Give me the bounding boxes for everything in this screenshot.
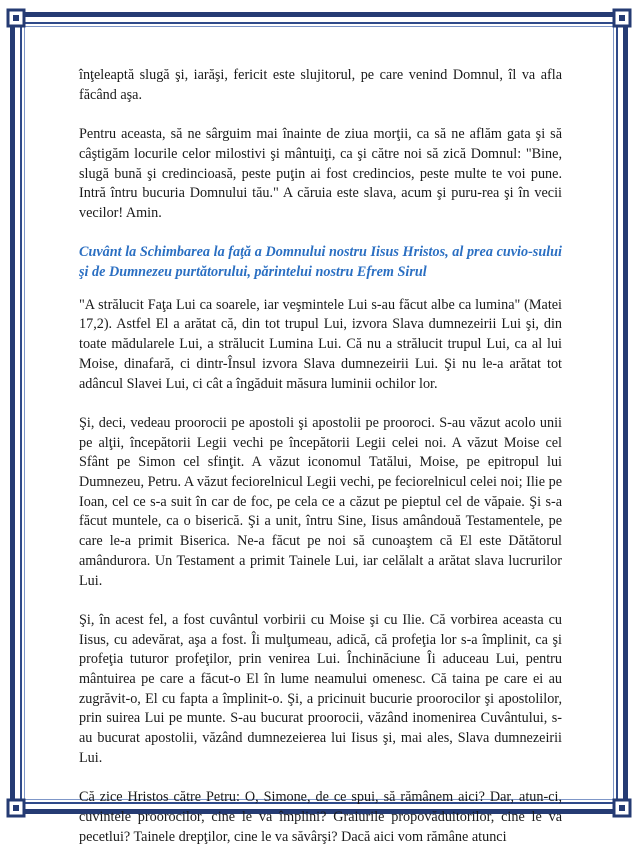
paragraph: Pentru aceasta, să ne sârguim mai înainte de ziua morţii, ca să ne aflăm gata şi să câştigăm locurile celor milostivi şi mântuiţi, ca şi către noi să zică Domnul: "Bine, slugă bună şi credincioasă, peste puţin ai fost credincios, peste multe te voi pune. Intră întru bucuria Domnului tău." A căruia este slava, acum şi puru-rea şi în vecii vecilor! Amin. <box>79 126 562 221</box>
corner-ornament-icon <box>611 7 633 29</box>
corner-ornament-icon <box>611 797 633 819</box>
paragraph: Şi, în acest fel, a fost cuvântul vorbirii cu Moise şi cu Ilie. Că vorbirea aceasta cu Iisus, cu adevărat, aşa a fost. Îi mulţumeau, adică, că profeţia lor s-a împlinit, ca şi profeţia tuturor profeţilor, prin venirea Lui. Închinăciune Îi aduceau Lui, pentru mântuirea pe care a făcut-o El în lume neamului omenesc. Că taina pe care ei au zugrăvit-o, El cu fapta a împlinit-o. Şi, a pricinuit bucurie proorocilor şi apostolilor, prin suirea Lui pe munte. S-au bucurat proorocii, văzând inomenirea Cuvântului, s-au bucurat apostolii, văzând dumnezeierea lui Iisus şi, mai ales, Slava dumnezeirii Lui. <box>79 611 562 766</box>
paragraph: Că zice Hristos către Petru: O, Simone, de ce spui, să rămânem aici? Dar, atun-ci, cuvintele proorocilor, cine le va împlini? Graiurile propovăduitorilor, cine le va pecetlui? Tainele drepţilor, cine le va săvârşi? Dacă aici vom rămâne atunci <box>79 789 562 845</box>
paragraph: Şi, deci, vedeau proorocii pe apostoli şi apostolii pe prooroci. S-au văzut acolo unii pe alţii, începătorii Legii vechi pe începătorii Legii celei noi. A văzut Moise cel Sfânt pe Simon cel sfinţit. A văzut iconomul Tatălui, Moise, pe epitropul lui Dumnezeu, Petru. A văzut feciorelnicul Legii vechi, pe feciorelnicul celei noi; Ilie pe Ioan, cel ce s-a suit în car de foc, pe cela ce a căzut pe pieptul cel de văpaie. Şi s-a făcut muntele, ca o biserică. Şi a unit, întru Sine, Iisus amândouă Testamentele, pe care le-a primit Biserica. Ne-a făcut pe noi să cunoaştem că El este Dătătorul amândurora. Un Testament a primit Tainele Lui, iar celălalt a arătat slava lucrurilor Lui. <box>79 414 562 589</box>
section-heading: Cuvânt la Schimbarea la faţă a Domnului nostru Iisus Hristos, al prea cuvio-sului şi de Dumnezeu purtătorului, părintelui nostru Efrem Sirul <box>79 244 562 280</box>
document-body <box>79 66 562 867</box>
corner-ornament-icon <box>5 7 27 29</box>
paragraph: înţeleaptă slugă şi, iarăşi, fericit este slujitorul, pe care venind Domnul, îl va afla făcând aşa. <box>79 67 562 103</box>
corner-ornament-icon <box>5 797 27 819</box>
paragraph: "A strălucit Faţa Lui ca soarele, iar veşmintele Lui s-au făcut albe ca lumina" (Matei 17,2). Astfel El a arătat că, din tot trupul Lui, izvora Slava dumnezeirii Lui şi, din toate mădularele Lui, a strălucit Lumina Lui. Că nu a strălucit trupul Lui, ca al lui Moise, dinafară, ci dintr-Însul izvora Slava dumnezeirii Lui. Şi nu le-a arătat tot adâncul Slavei Lui, ci cât a îngăduit măsura luminii ochilor lor. <box>79 296 562 392</box>
